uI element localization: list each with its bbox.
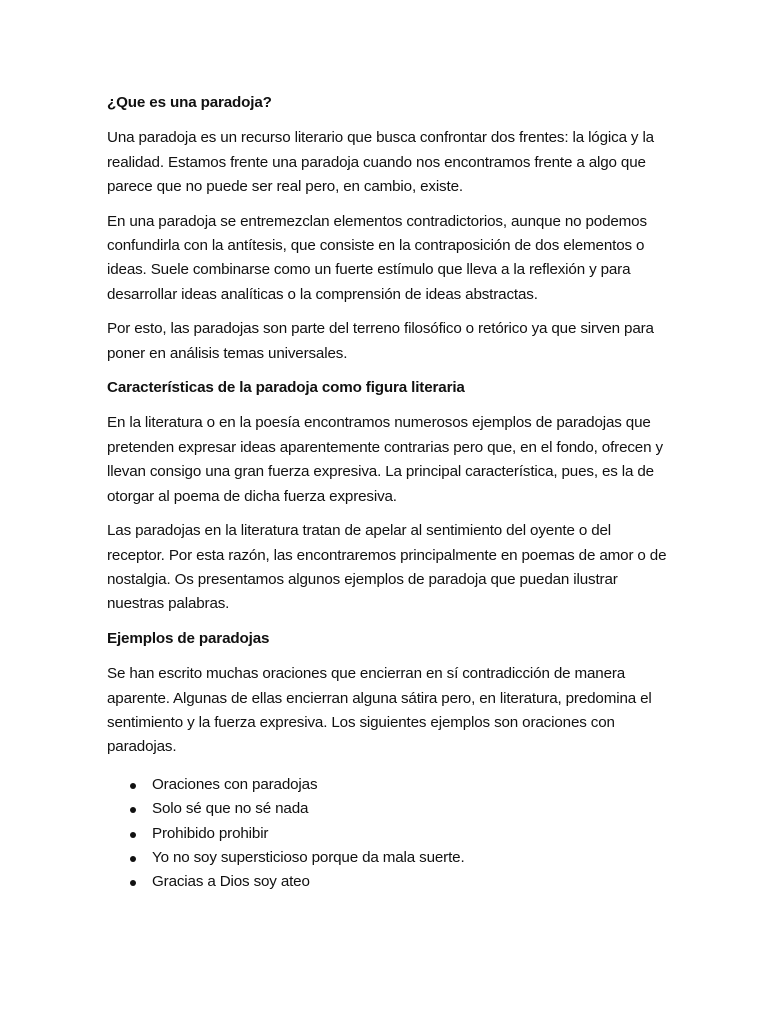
list-item	[107, 822, 667, 846]
paragraph-sentimiento-oyente: Las paradojas en la literatura tratan de apelar al sentimiento del oyente o del receptor. Por esta razón, las encontraremos principalmente en poemas de amor o de nostalgia. Os presentamos algunos ejemplos de paradoja que puedan ilustrar nuestras palabras.	[107, 522, 667, 613]
section-heading-caracteristicas: Características de la paradoja como figura literaria	[107, 379, 465, 397]
bullet-icon	[130, 832, 136, 838]
list-item-text: Oraciones con paradojas	[152, 775, 318, 793]
examples-list	[107, 773, 667, 895]
bullet-icon	[130, 807, 136, 813]
list-item	[107, 797, 667, 821]
list-item-text: Yo no soy supersticioso porque da mala suerte.	[152, 848, 465, 866]
list-item	[107, 846, 667, 870]
paragraph-literatura-poesia: En la literatura o en la poesía encontramos numerosos ejemplos de paradojas que pretenden expresar ideas aparentemente contrarias pero que, en el fondo, ofrecen y llevan consigo una gran fuerza expresiva. La principal característica, pues, es la de otorgar al poema de dicha fuerza expresiva.	[107, 414, 663, 505]
bullet-icon	[130, 856, 136, 862]
list-item-text: Gracias a Dios soy ateo	[152, 873, 310, 891]
list-item	[107, 773, 667, 797]
paragraph-elementos-contradictorios: En una paradoja se entremezclan elementos contradictorios, aunque no podemos confundirla con la antítesis, que consiste en la contraposición de dos elementos o ideas. Suele combinarse como un fuerte estímulo que lleva a la reflexión y para desarrollar ideas analíticas o la comprensión de ideas abstractas.	[107, 212, 647, 303]
paragraph-terreno-filosofico: Por esto, las paradojas son parte del terreno filosófico o retórico ya que sirven para poner en análisis temas universales.	[107, 320, 654, 362]
paragraph-oraciones-contradiccion: Se han escrito muchas oraciones que encierran en sí contradicción de manera aparente. Algunas de ellas encierran alguna sátira pero, en literatura, predomina el sentimiento y la fuerza expresiva. Los siguientes ejemplos son oraciones con paradojas.	[107, 665, 652, 756]
bullet-icon	[130, 783, 136, 789]
document-page	[107, 91, 667, 895]
list-item-text: Prohibido prohibir	[152, 824, 269, 842]
list-item-text: Solo sé que no sé nada	[152, 800, 309, 818]
bullet-icon	[130, 880, 136, 886]
section-heading-ejemplos: Ejemplos de paradojas	[107, 629, 270, 647]
section-heading-que-es-paradoja: ¿Que es una paradoja?	[107, 94, 272, 111]
list-item	[107, 870, 667, 894]
paragraph-definicion: Una paradoja es un recurso literario que busca confrontar dos frentes: la lógica y la realidad. Estamos frente una paradoja cuando nos encontramos frente a algo que parece que no puede ser real pero, en cambio, existe.	[107, 129, 654, 196]
